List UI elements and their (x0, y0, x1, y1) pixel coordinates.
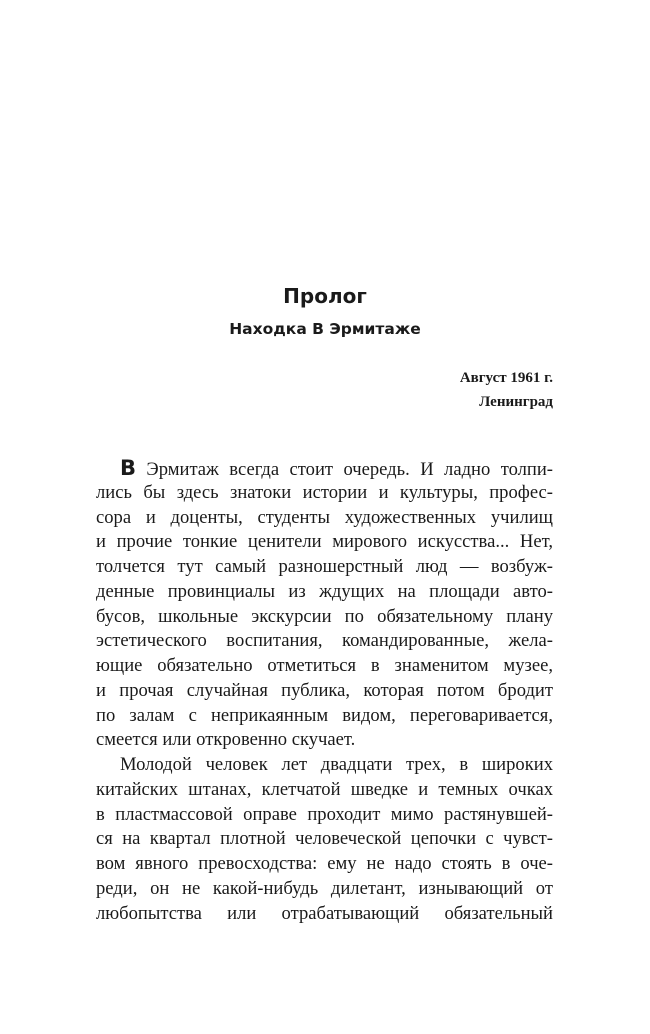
text-line: бусов, школьные экскурсии по обязательному плану (96, 605, 553, 627)
chapter-title: Пролог (283, 284, 367, 308)
body-text (96, 456, 553, 926)
text-line: в пластмассовой оправе проходит мимо растянувшей- (96, 803, 553, 825)
text-line: смеется или откровенно скучает. (96, 729, 356, 751)
text-line: сора и доценты, студенты художественных училищ (96, 506, 553, 528)
text-line: и прочие тонкие ценители мирового искусства... Нет, (96, 531, 553, 553)
text-line-content: Эрмитаж всегда стоит очередь. И ладно толпи- (136, 459, 553, 480)
text-line: ся на квартал плотной человеческой цепочки с чувст- (96, 828, 553, 850)
text-line: Молодой человек лет двадцати трех, в широких (120, 754, 553, 775)
chapter-subtitle: Находка В Эрмитаже (229, 320, 421, 338)
text-line: вом явного превосходства: ему не надо стоять в оче- (96, 853, 553, 874)
text-line: по залам с неприкаянным видом, переговаривается, (96, 704, 553, 726)
text-line: реди, он не какой-нибудь дилетант, изнывающий от (96, 877, 553, 899)
text-line: китайских штанах, клетчатой шведке и темных очках (96, 778, 553, 800)
dateline (460, 366, 553, 414)
text-line: эстетического воспитания, командированные, жела- (96, 630, 553, 652)
paragraph-2 (96, 753, 553, 926)
text-line: ющие обязательно отметиться в знаменитом музее, (96, 655, 553, 676)
drop-initial: В (120, 456, 137, 480)
text-line: лись бы здесь знатоки истории и культуры, профес- (96, 481, 553, 503)
text-line: и прочая случайная публика, которая потом бродит (96, 679, 553, 701)
paragraph-1 (96, 456, 553, 753)
text-line (96, 456, 553, 481)
text-line: денные провинциалы из ждущих на площади авто- (96, 580, 553, 602)
dateline-place: Ленинград (479, 394, 553, 410)
text-line: толчется тут самый разношерстный люд — возбуж- (96, 556, 553, 577)
text-line: любопытства или отрабатывающий обязательный (96, 902, 553, 924)
dateline-date: Август 1961 г. (459, 370, 553, 386)
